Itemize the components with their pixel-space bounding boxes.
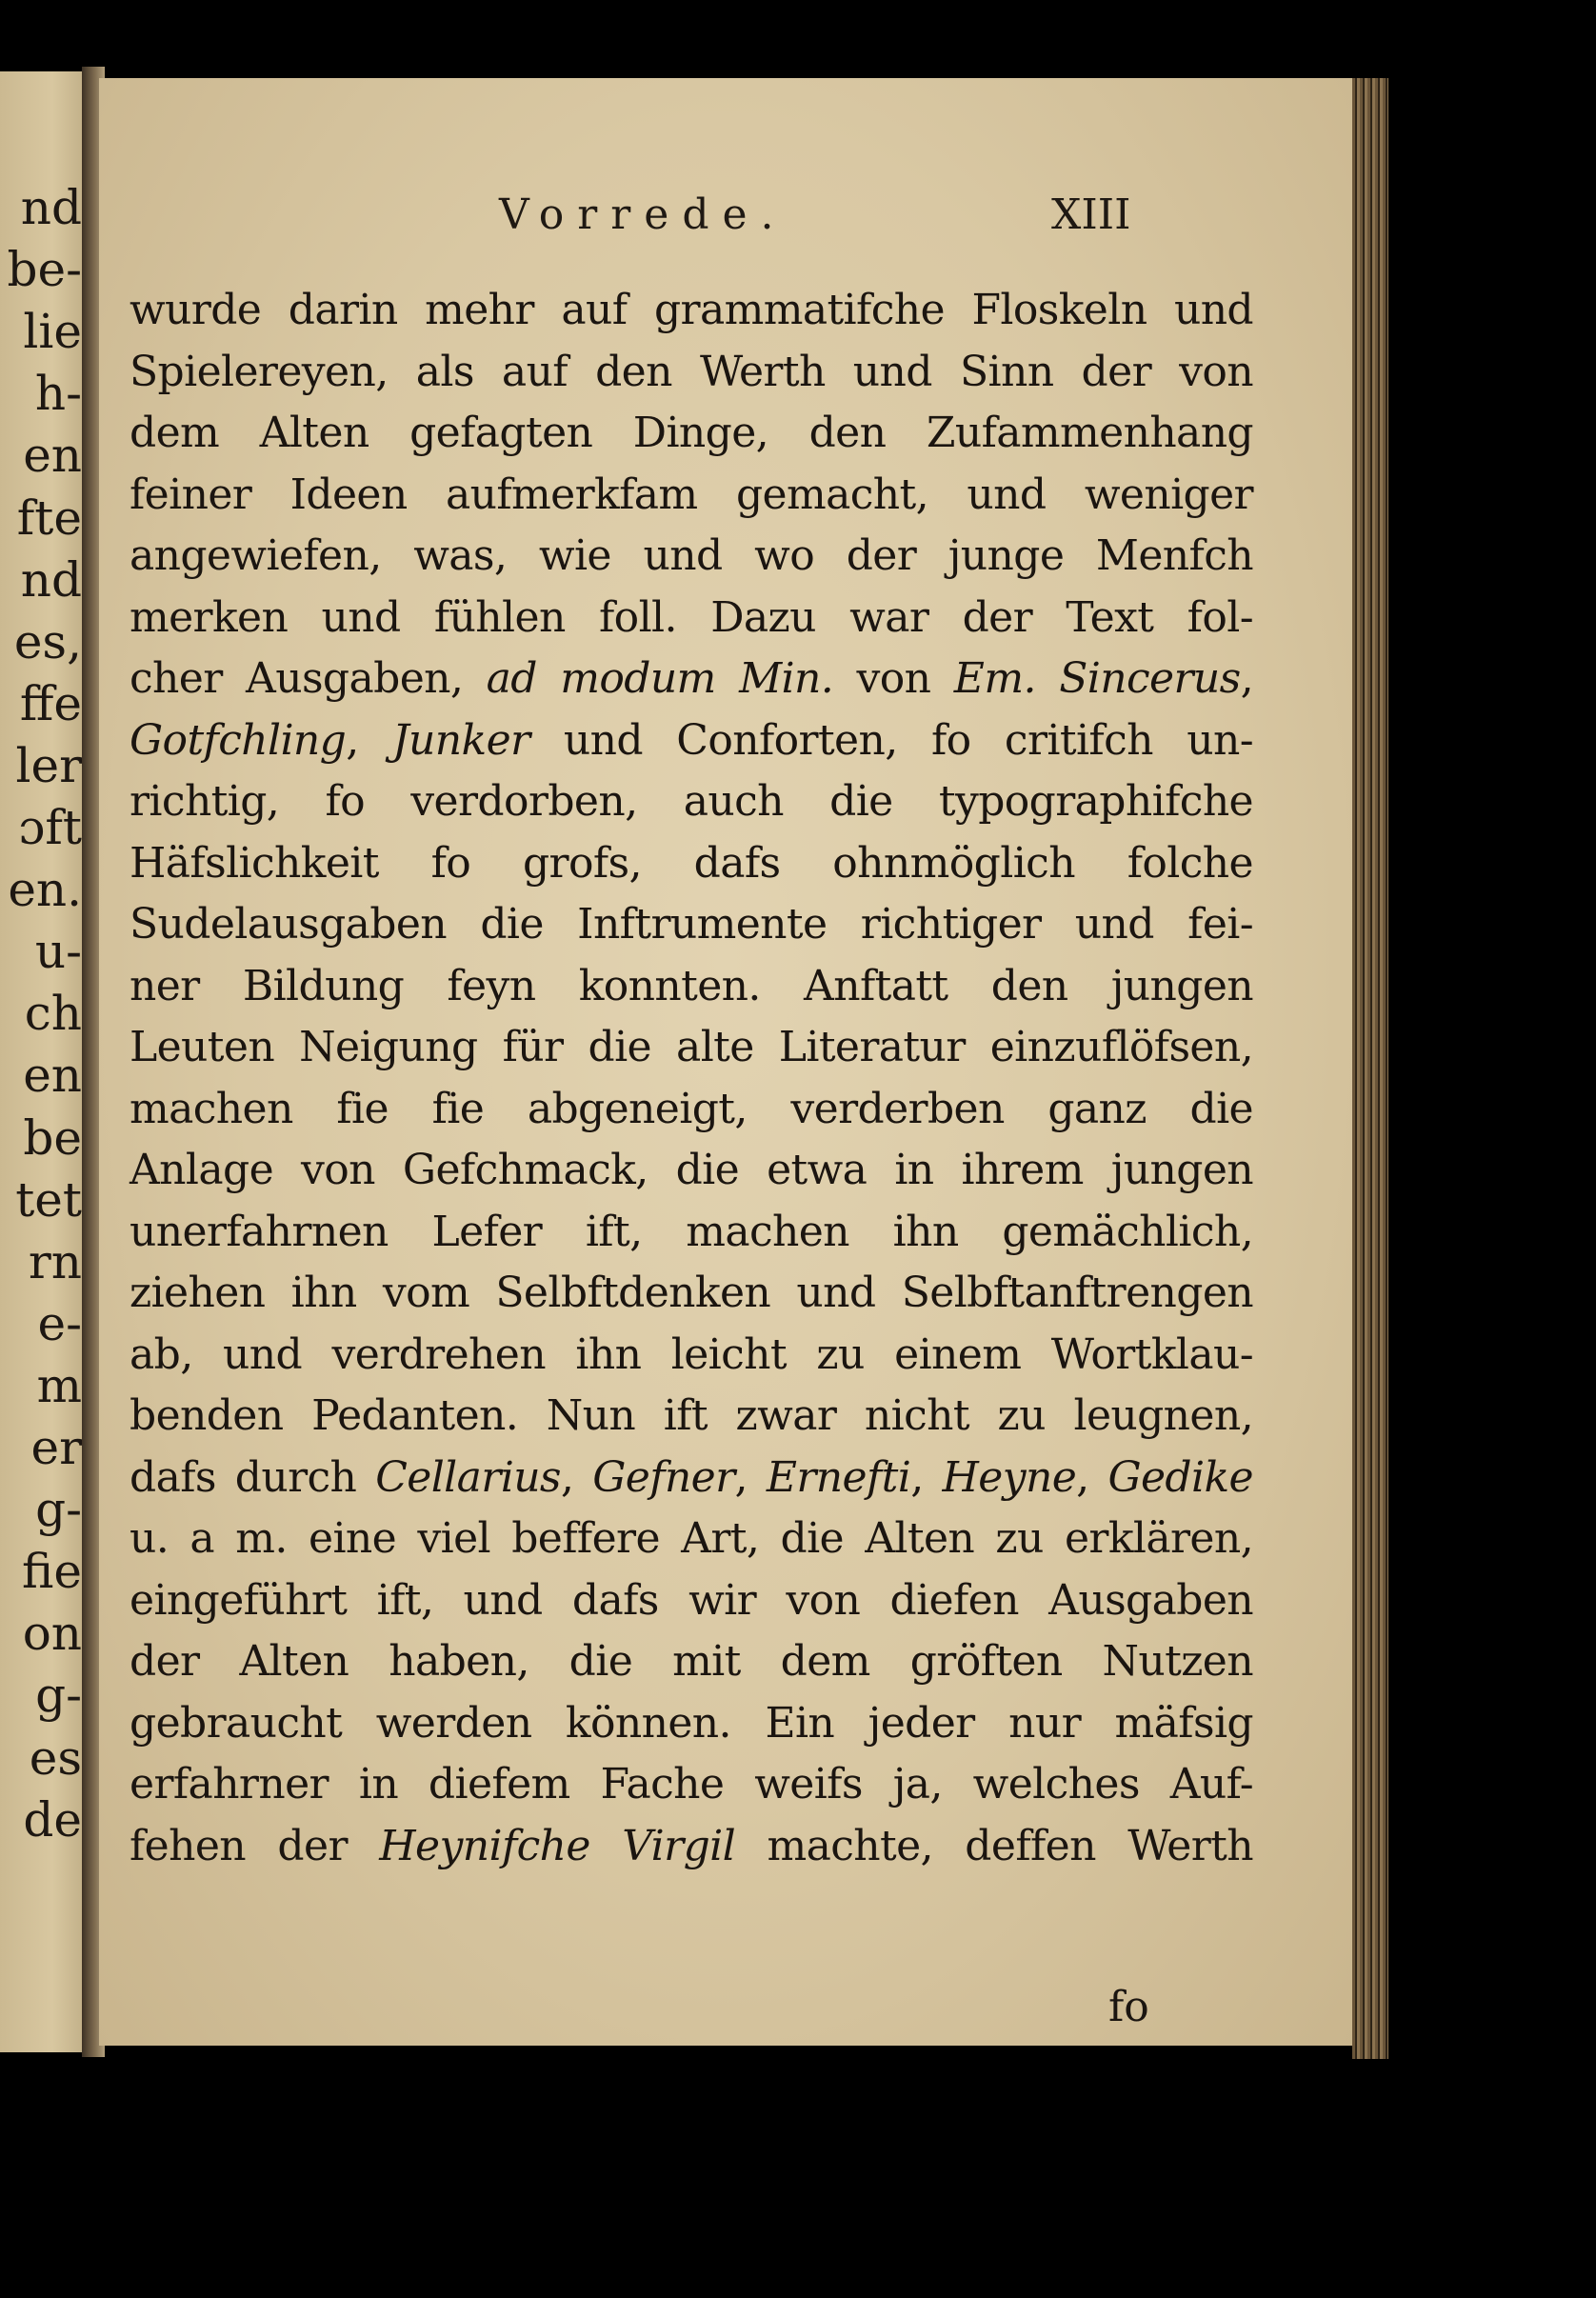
left-page-fragment: fie — [22, 1544, 82, 1600]
left-page-fragment: tet — [15, 1171, 82, 1228]
text-line — [130, 1263, 1253, 1325]
text-line — [130, 465, 1253, 527]
text-line — [130, 1079, 1253, 1141]
text-line — [130, 1140, 1253, 1202]
left-page-fragment: u- — [34, 924, 82, 980]
left-page-fragment: en. — [8, 862, 82, 918]
text-run: merken und fühlen foll. Dazu war der Text fol- — [130, 592, 1253, 642]
text-line — [130, 1570, 1253, 1632]
text-line — [130, 1509, 1253, 1570]
italic-run: Cellarius — [375, 1452, 561, 1502]
text-line — [130, 1017, 1253, 1079]
text-run: der Alten haben, die mit dem gröften Nutzen — [130, 1637, 1253, 1686]
text-line — [130, 956, 1253, 1018]
text-line — [130, 1325, 1253, 1387]
text-run: Leuten Neigung für die alte Literatur einzuflöfsen, — [130, 1023, 1253, 1071]
italic-run: Gefner — [592, 1452, 735, 1502]
left-page-fragment: fte — [16, 490, 82, 546]
left-page-fragment: nd — [20, 180, 82, 235]
text-run: , — [734, 1452, 767, 1502]
running-title: Vorrede. — [499, 190, 788, 239]
text-line — [130, 403, 1253, 465]
text-run: ziehen ihn vom Selbftdenken und Selbftanftrengen — [130, 1269, 1253, 1317]
text-run: Spielereyen, als auf den Werth und Sinn der von — [130, 347, 1253, 396]
text-run: angewiefen, was, wie und wo der junge Menfch — [130, 531, 1253, 580]
text-run: Sudelausgaben die Inftrumente richtiger und fei- — [130, 900, 1253, 949]
italic-run: Em. Sincerus — [953, 654, 1241, 703]
left-page-fragment: e- — [37, 1295, 82, 1351]
text-line — [130, 710, 1253, 772]
text-run: erfahrner in diefem Fache weifs ja, welches Auf- — [130, 1760, 1253, 1808]
left-page-fragment: ch — [24, 986, 82, 1042]
text-run: , — [1240, 654, 1253, 703]
text-run: eingeführt ift, und dafs wir von diefen Ausgaben — [130, 1575, 1253, 1625]
left-page-fragment: de — [23, 1791, 82, 1848]
left-page-fragment: er — [30, 1420, 82, 1476]
text-run: gebraucht werden können. Ein jeder nur mäfsig — [130, 1698, 1253, 1748]
text-run: , — [910, 1452, 943, 1502]
catchword: fo — [1108, 1983, 1149, 2031]
text-run: wurde darin mehr auf grammatifche Floskeln und — [130, 286, 1253, 334]
text-run: cher Ausgaben, — [130, 654, 487, 703]
text-line — [130, 588, 1253, 649]
text-run: feiner Ideen aufmerkfam gemacht, und weniger — [130, 470, 1253, 519]
left-page-fragment: ffe — [19, 675, 82, 731]
left-page-fragment: es, — [13, 613, 82, 669]
left-page-fragment: nd — [20, 551, 82, 608]
left-page-fragment: rn — [28, 1233, 82, 1289]
text-line — [130, 1693, 1253, 1755]
left-page-fragment: g- — [35, 1482, 82, 1538]
left-page-fragment: on — [22, 1606, 82, 1662]
text-run: machen fie fie abgeneigt, verderben ganz die — [130, 1084, 1253, 1133]
italic-run: Heyne — [942, 1452, 1077, 1502]
left-page-fragment: be — [23, 1109, 82, 1166]
left-page-fragment: en — [23, 1048, 82, 1104]
italic-run: Junker — [392, 715, 530, 765]
text-run: Häfslichkeit fo grofs, dafs ohnmöglich folche — [130, 838, 1253, 888]
text-run: ab, und verdrehen ihn leicht zu einem Wortklau- — [130, 1329, 1253, 1379]
page-number: XIII — [1051, 190, 1131, 239]
text-run: unerfahrnen Lefer ift, machen ihn gemächlich, — [130, 1207, 1253, 1256]
left-page-fragment: g- — [35, 1668, 82, 1724]
text-line — [130, 526, 1253, 588]
italic-run: ad modum Min. — [486, 654, 834, 703]
left-page-fragment: be- — [7, 242, 82, 298]
text-line — [130, 280, 1253, 342]
text-run: Anlage von Gefchmack, die etwa in ihrem jungen — [130, 1146, 1253, 1194]
text-run: und Conforten, fo critifch un- — [529, 715, 1253, 765]
text-line — [130, 1816, 1253, 1878]
left-page-fragment: h- — [34, 366, 82, 422]
body-text — [130, 280, 1253, 1877]
page — [99, 78, 1354, 2046]
text-run: , — [346, 715, 393, 765]
page-header — [99, 190, 1354, 248]
text-line — [130, 1202, 1253, 1264]
text-line — [130, 342, 1253, 404]
text-run: , — [560, 1452, 593, 1502]
text-run: richtig, fo verdorben, auch die typographifche — [130, 777, 1253, 826]
text-run: von — [833, 654, 954, 703]
left-page-fragment: lie — [23, 304, 82, 360]
text-line — [130, 1448, 1253, 1509]
text-run: , — [1076, 1452, 1108, 1502]
text-line — [130, 833, 1253, 895]
text-run: dem Alten gefagten Dinge, den Zufammenhang — [130, 409, 1253, 457]
left-page-fragment: ler — [15, 737, 82, 793]
left-page-fragment: es — [29, 1729, 82, 1786]
left-page-fragment: en — [23, 428, 82, 484]
text-run: benden Pedanten. Nun ift zwar nicht zu leugnen, — [130, 1391, 1253, 1440]
text-line — [130, 771, 1253, 833]
text-line — [130, 1631, 1253, 1693]
left-page-edge — [0, 71, 88, 2052]
page-edge-stack — [1352, 78, 1388, 2059]
italic-run: Gedike — [1107, 1452, 1253, 1502]
italic-run: Gotfchling — [130, 715, 347, 765]
text-run: u. a m. eine viel beffere Art, die Alten zu erklären, — [130, 1514, 1253, 1563]
text-run: machte, deffen Werth — [735, 1821, 1253, 1870]
text-line — [130, 1754, 1253, 1816]
text-run: ner Bildung feyn konnten. Anftatt den jungen — [130, 961, 1253, 1010]
text-line — [130, 894, 1253, 956]
italic-run: Heynifche Virgil — [379, 1821, 736, 1870]
text-run: dafs durch — [130, 1452, 376, 1502]
italic-run: Ernefti — [766, 1452, 911, 1502]
text-run: fehen der — [130, 1821, 380, 1870]
text-line — [130, 1386, 1253, 1448]
left-page-fragment: m — [36, 1357, 82, 1413]
left-page-fragment: ɔft — [18, 800, 82, 856]
text-line — [130, 649, 1253, 710]
